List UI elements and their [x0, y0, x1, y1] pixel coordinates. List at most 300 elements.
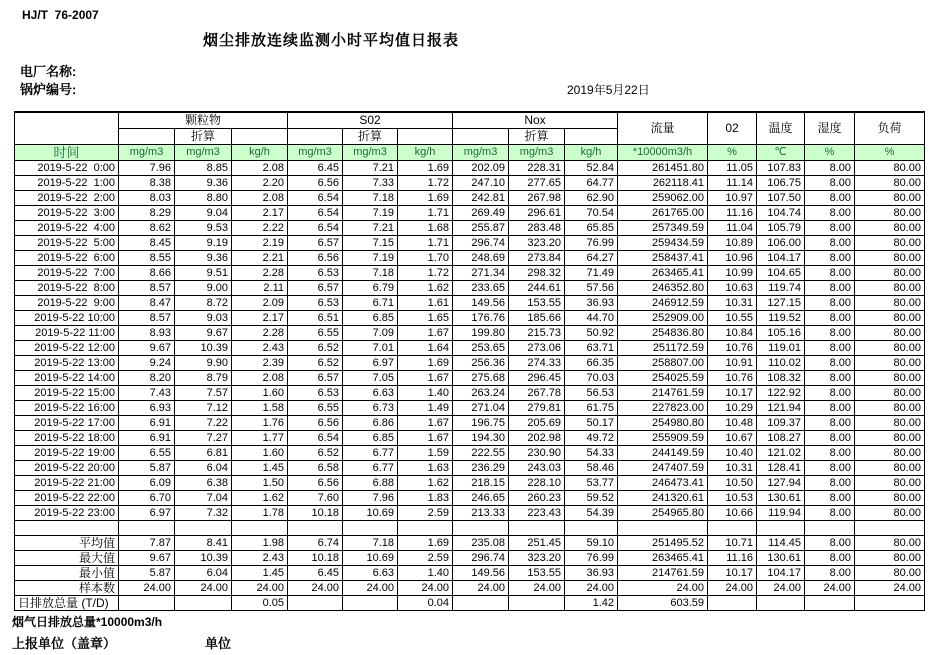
- value-cell: 0.04: [398, 596, 453, 611]
- value-cell: 8.00: [805, 251, 855, 266]
- value-cell: 10.18: [288, 506, 343, 521]
- value-cell: 80.00: [855, 506, 925, 521]
- time-cell: 2019-5-22 11:00: [15, 326, 119, 341]
- value-cell: 246352.80: [618, 281, 708, 296]
- value-cell: 2.08: [232, 371, 288, 386]
- value-cell: 80.00: [855, 236, 925, 251]
- value-cell: 205.69: [509, 416, 565, 431]
- value-cell: 6.55: [288, 401, 343, 416]
- value-cell: 7.01: [343, 341, 398, 356]
- value-cell: 2.28: [232, 326, 288, 341]
- value-cell: 1.71: [398, 206, 453, 221]
- value-cell: 258437.41: [618, 251, 708, 266]
- value-cell: 9.03: [175, 311, 232, 326]
- value-cell: 76.99: [565, 236, 618, 251]
- table-row: [15, 446, 925, 461]
- summary-row: [15, 596, 925, 611]
- value-cell: 8.00: [805, 386, 855, 401]
- value-cell: 10.71: [708, 536, 757, 551]
- table-row: [15, 266, 925, 281]
- value-cell: 267.98: [509, 191, 565, 206]
- value-cell: 251172.59: [618, 341, 708, 356]
- value-cell: 80.00: [855, 386, 925, 401]
- value-cell: 269.49: [453, 206, 509, 221]
- time-cell: 2019-5-22 12:00: [15, 341, 119, 356]
- value-cell: 7.60: [288, 491, 343, 506]
- value-cell: 8.00: [805, 191, 855, 206]
- value-cell: 247.10: [453, 176, 509, 191]
- value-cell: 10.39: [175, 551, 232, 566]
- time-cell: 2019-5-22 20:00: [15, 461, 119, 476]
- column-header: 流量: [618, 112, 708, 145]
- value-cell: 1.67: [398, 416, 453, 431]
- summary-label: 最小值: [15, 566, 119, 581]
- value-cell: 263465.41: [618, 551, 708, 566]
- value-cell: 52.84: [565, 161, 618, 176]
- table-row: [15, 236, 925, 251]
- value-cell: 1.67: [398, 326, 453, 341]
- value-cell: 153.55: [509, 566, 565, 581]
- table-row: [15, 251, 925, 266]
- value-cell: 80.00: [855, 191, 925, 206]
- value-cell: 8.00: [805, 401, 855, 416]
- value-cell: 261765.00: [618, 206, 708, 221]
- value-cell: 1.62: [398, 476, 453, 491]
- value-cell: 7.33: [343, 176, 398, 191]
- unit-header: %: [805, 145, 855, 161]
- value-cell: 296.45: [509, 371, 565, 386]
- value-cell: 10.76: [708, 341, 757, 356]
- value-cell: 6.97: [343, 356, 398, 371]
- value-cell: 127.15: [757, 296, 805, 311]
- time-cell: 2019-5-22 1:00: [15, 176, 119, 191]
- value-cell: 44.70: [565, 311, 618, 326]
- value-cell: 1.67: [398, 371, 453, 386]
- value-cell: 9.90: [175, 356, 232, 371]
- blank-cell: [453, 521, 509, 536]
- value-cell: 248.69: [453, 251, 509, 266]
- value-cell: 6.77: [343, 446, 398, 461]
- value-cell: 110.02: [757, 356, 805, 371]
- value-cell: [757, 596, 805, 611]
- value-cell: 1.42: [565, 596, 618, 611]
- sub-header-cell: [398, 129, 453, 145]
- value-cell: 1.77: [232, 431, 288, 446]
- table-row: [15, 326, 925, 341]
- value-cell: 1.69: [398, 161, 453, 176]
- value-cell: 6.63: [343, 566, 398, 581]
- value-cell: 1.67: [398, 431, 453, 446]
- value-cell: 176.76: [453, 311, 509, 326]
- value-cell: 2.20: [232, 176, 288, 191]
- summary-label: 样本数: [15, 581, 119, 596]
- table-row: [15, 416, 925, 431]
- value-cell: 1.40: [398, 386, 453, 401]
- time-header: 时间: [15, 145, 119, 161]
- value-cell: 2.39: [232, 356, 288, 371]
- value-cell: 8.55: [119, 251, 175, 266]
- value-cell: 9.24: [119, 356, 175, 371]
- value-cell: 1.83: [398, 491, 453, 506]
- time-cell: 2019-5-22 4:00: [15, 221, 119, 236]
- value-cell: 9.51: [175, 266, 232, 281]
- value-cell: 10.89: [708, 236, 757, 251]
- value-cell: 6.77: [343, 461, 398, 476]
- blank-cell: [757, 521, 805, 536]
- value-cell: 8.80: [175, 191, 232, 206]
- value-cell: 8.00: [805, 491, 855, 506]
- value-cell: 24.00: [398, 581, 453, 596]
- value-cell: 54.33: [565, 446, 618, 461]
- value-cell: 8.62: [119, 221, 175, 236]
- value-cell: 9.36: [175, 176, 232, 191]
- value-cell: 9.00: [175, 281, 232, 296]
- value-cell: 261451.80: [618, 161, 708, 176]
- value-cell: 7.04: [175, 491, 232, 506]
- value-cell: 80.00: [855, 221, 925, 236]
- value-cell: 114.45: [757, 536, 805, 551]
- value-cell: 254025.59: [618, 371, 708, 386]
- flue-gas-daily-total-note: 烟气日排放总量*10000m3/h: [12, 615, 163, 629]
- value-cell: 9.67: [119, 341, 175, 356]
- time-cell: 2019-5-22 5:00: [15, 236, 119, 251]
- value-cell: 8.03: [119, 191, 175, 206]
- value-cell: 10.63: [708, 281, 757, 296]
- value-cell: 24.00: [343, 581, 398, 596]
- value-cell: 8.41: [175, 536, 232, 551]
- blank-cell: [343, 521, 398, 536]
- value-cell: 6.54: [288, 221, 343, 236]
- summary-row: [15, 581, 925, 596]
- value-cell: 108.27: [757, 431, 805, 446]
- value-cell: 6.51: [288, 311, 343, 326]
- value-cell: 8.00: [805, 446, 855, 461]
- value-cell: 8.66: [119, 266, 175, 281]
- value-cell: 6.97: [119, 506, 175, 521]
- value-cell: 8.72: [175, 296, 232, 311]
- table-row: [15, 281, 925, 296]
- value-cell: 53.77: [565, 476, 618, 491]
- value-cell: 8.00: [805, 296, 855, 311]
- value-cell: 257349.59: [618, 221, 708, 236]
- value-cell: 279.81: [509, 401, 565, 416]
- value-cell: 65.85: [565, 221, 618, 236]
- value-cell: 6.54: [288, 431, 343, 446]
- value-cell: 7.27: [175, 431, 232, 446]
- value-cell: 10.55: [708, 311, 757, 326]
- value-cell: 274.33: [509, 356, 565, 371]
- value-cell: 263.24: [453, 386, 509, 401]
- value-cell: 277.65: [509, 176, 565, 191]
- value-cell: 223.43: [509, 506, 565, 521]
- value-cell: 70.03: [565, 371, 618, 386]
- value-cell: 76.99: [565, 551, 618, 566]
- value-cell: 1.63: [398, 461, 453, 476]
- value-cell: 119.94: [757, 506, 805, 521]
- value-cell: 64.27: [565, 251, 618, 266]
- unit-header: kg/h: [565, 145, 618, 161]
- value-cell: 2.08: [232, 161, 288, 176]
- value-cell: [805, 596, 855, 611]
- value-cell: 80.00: [855, 281, 925, 296]
- value-cell: 603.59: [618, 596, 708, 611]
- summary-row: [15, 551, 925, 566]
- value-cell: 6.73: [343, 401, 398, 416]
- value-cell: 213.33: [453, 506, 509, 521]
- table-row: [15, 161, 925, 176]
- group-header: 颗粒物: [119, 112, 288, 129]
- blank-cell: [119, 521, 175, 536]
- value-cell: 153.55: [509, 296, 565, 311]
- value-cell: 6.88: [343, 476, 398, 491]
- value-cell: 241320.61: [618, 491, 708, 506]
- value-cell: 271.34: [453, 266, 509, 281]
- blank-cell: [509, 521, 565, 536]
- value-cell: 105.79: [757, 221, 805, 236]
- value-cell: 7.21: [343, 221, 398, 236]
- value-cell: 58.46: [565, 461, 618, 476]
- value-cell: 80.00: [855, 416, 925, 431]
- value-cell: 255.87: [453, 221, 509, 236]
- value-cell: 6.85: [343, 431, 398, 446]
- value-cell: 71.49: [565, 266, 618, 281]
- value-cell: 202.98: [509, 431, 565, 446]
- time-cell: 2019-5-22 8:00: [15, 281, 119, 296]
- value-cell: 260.23: [509, 491, 565, 506]
- sub-header-cell: [565, 129, 618, 145]
- value-cell: 108.32: [757, 371, 805, 386]
- value-cell: 7.18: [343, 266, 398, 281]
- table-row: [15, 206, 925, 221]
- value-cell: 10.99: [708, 266, 757, 281]
- value-cell: 24.00: [288, 581, 343, 596]
- value-cell: 104.17: [757, 566, 805, 581]
- group-header: S02: [288, 112, 453, 129]
- value-cell: 215.73: [509, 326, 565, 341]
- value-cell: 80.00: [855, 296, 925, 311]
- value-cell: 235.08: [453, 536, 509, 551]
- value-cell: 8.79: [175, 371, 232, 386]
- value-cell: 1.62: [398, 281, 453, 296]
- value-cell: 127.94: [757, 476, 805, 491]
- value-cell: 6.57: [288, 281, 343, 296]
- value-cell: 7.15: [343, 236, 398, 251]
- value-cell: 24.00: [618, 581, 708, 596]
- value-cell: 243.03: [509, 461, 565, 476]
- table-row: [15, 311, 925, 326]
- table-row: [15, 191, 925, 206]
- value-cell: 296.74: [453, 551, 509, 566]
- value-cell: 222.55: [453, 446, 509, 461]
- value-cell: 149.56: [453, 296, 509, 311]
- value-cell: 246912.59: [618, 296, 708, 311]
- value-cell: 80.00: [855, 491, 925, 506]
- unit-header: mg/m3: [509, 145, 565, 161]
- value-cell: 8.00: [805, 236, 855, 251]
- time-cell: 2019-5-22 19:00: [15, 446, 119, 461]
- value-cell: 1.60: [232, 446, 288, 461]
- blank-row: [15, 521, 925, 536]
- value-cell: 121.02: [757, 446, 805, 461]
- value-cell: 36.93: [565, 296, 618, 311]
- time-cell: 2019-5-22 15:00: [15, 386, 119, 401]
- value-cell: 128.41: [757, 461, 805, 476]
- value-cell: 1.50: [232, 476, 288, 491]
- value-cell: 11.04: [708, 221, 757, 236]
- value-cell: 107.83: [757, 161, 805, 176]
- value-cell: 8.29: [119, 206, 175, 221]
- time-cell: 2019-5-22 17:00: [15, 416, 119, 431]
- value-cell: 1.62: [232, 491, 288, 506]
- value-cell: 9.04: [175, 206, 232, 221]
- value-cell: 8.45: [119, 236, 175, 251]
- value-cell: 6.56: [288, 416, 343, 431]
- value-cell: 1.45: [232, 566, 288, 581]
- value-cell: 0.05: [232, 596, 288, 611]
- value-cell: 1.71: [398, 236, 453, 251]
- value-cell: 185.66: [509, 311, 565, 326]
- value-cell: 7.12: [175, 401, 232, 416]
- value-cell: [708, 596, 757, 611]
- value-cell: 6.04: [175, 461, 232, 476]
- value-cell: 10.69: [343, 506, 398, 521]
- value-cell: 6.91: [119, 416, 175, 431]
- value-cell: 1.64: [398, 341, 453, 356]
- value-cell: 199.80: [453, 326, 509, 341]
- value-cell: 6.54: [288, 206, 343, 221]
- value-cell: 2.09: [232, 296, 288, 311]
- time-cell: 2019-5-22 21:00: [15, 476, 119, 491]
- unit-header: mg/m3: [453, 145, 509, 161]
- time-cell: 2019-5-22 3:00: [15, 206, 119, 221]
- value-cell: 80.00: [855, 566, 925, 581]
- blank-cell: [618, 521, 708, 536]
- value-cell: 50.17: [565, 416, 618, 431]
- value-cell: 10.66: [708, 506, 757, 521]
- time-cell: 2019-5-22 6:00: [15, 251, 119, 266]
- value-cell: 54.39: [565, 506, 618, 521]
- value-cell: 2.43: [232, 551, 288, 566]
- value-cell: 10.53: [708, 491, 757, 506]
- value-cell: 24.00: [565, 581, 618, 596]
- value-cell: 2.17: [232, 311, 288, 326]
- value-cell: 106.75: [757, 176, 805, 191]
- value-cell: 70.54: [565, 206, 618, 221]
- value-cell: 298.32: [509, 266, 565, 281]
- value-cell: 6.52: [288, 341, 343, 356]
- value-cell: 6.09: [119, 476, 175, 491]
- value-cell: 24.00: [119, 581, 175, 596]
- value-cell: 10.17: [708, 386, 757, 401]
- value-cell: 64.77: [565, 176, 618, 191]
- value-cell: 2.43: [232, 341, 288, 356]
- value-cell: 8.00: [805, 311, 855, 326]
- time-cell: 2019-5-22 18:00: [15, 431, 119, 446]
- value-cell: 6.53: [288, 266, 343, 281]
- unit-header: *10000m3/h: [618, 145, 708, 161]
- value-cell: 6.56: [288, 476, 343, 491]
- time-cell: 2019-5-22 14:00: [15, 371, 119, 386]
- value-cell: 259062.00: [618, 191, 708, 206]
- value-cell: 80.00: [855, 266, 925, 281]
- converted-header: 折算: [509, 129, 565, 145]
- value-cell: 59.52: [565, 491, 618, 506]
- value-cell: 7.87: [119, 536, 175, 551]
- value-cell: 149.56: [453, 566, 509, 581]
- table-row: [15, 506, 925, 521]
- value-cell: 6.55: [288, 326, 343, 341]
- value-cell: 24.00: [805, 581, 855, 596]
- time-cell: 2019-5-22 7:00: [15, 266, 119, 281]
- table-row: [15, 341, 925, 356]
- value-cell: 214761.59: [618, 566, 708, 581]
- value-cell: 10.18: [288, 551, 343, 566]
- value-cell: 254965.80: [618, 506, 708, 521]
- value-cell: 24.00: [232, 581, 288, 596]
- time-cell: 2019-5-22 16:00: [15, 401, 119, 416]
- value-cell: 8.57: [119, 281, 175, 296]
- value-cell: 6.93: [119, 401, 175, 416]
- value-cell: 11.05: [708, 161, 757, 176]
- time-cell: 2019-5-22 10:00: [15, 311, 119, 326]
- corner-cell: [15, 112, 119, 145]
- value-cell: 80.00: [855, 536, 925, 551]
- value-cell: 218.15: [453, 476, 509, 491]
- value-cell: 1.70: [398, 251, 453, 266]
- value-cell: 1.59: [398, 446, 453, 461]
- value-cell: 8.00: [805, 266, 855, 281]
- value-cell: 8.00: [805, 476, 855, 491]
- value-cell: 8.38: [119, 176, 175, 191]
- value-cell: [855, 596, 925, 611]
- value-cell: 6.86: [343, 416, 398, 431]
- value-cell: 6.04: [175, 566, 232, 581]
- value-cell: 7.19: [343, 206, 398, 221]
- unit-label: 单位: [205, 636, 232, 651]
- value-cell: 8.47: [119, 296, 175, 311]
- value-cell: 1.69: [398, 536, 453, 551]
- value-cell: 202.09: [453, 161, 509, 176]
- value-cell: 9.67: [119, 551, 175, 566]
- value-cell: 6.57: [288, 236, 343, 251]
- value-cell: 256.36: [453, 356, 509, 371]
- value-cell: 5.87: [119, 461, 175, 476]
- value-cell: 6.57: [288, 371, 343, 386]
- value-cell: 1.60: [232, 386, 288, 401]
- reporting-unit-label: 上报单位（盖章）: [12, 636, 117, 651]
- value-cell: [453, 596, 509, 611]
- summary-label: 平均值: [15, 536, 119, 551]
- value-cell: 255909.59: [618, 431, 708, 446]
- value-cell: 273.84: [509, 251, 565, 266]
- value-cell: 251495.52: [618, 536, 708, 551]
- value-cell: 80.00: [855, 461, 925, 476]
- value-cell: 80.00: [855, 356, 925, 371]
- unit-header: kg/h: [398, 145, 453, 161]
- value-cell: 109.37: [757, 416, 805, 431]
- table-row: [15, 371, 925, 386]
- value-cell: 6.38: [175, 476, 232, 491]
- unit-header: %: [855, 145, 925, 161]
- value-cell: 80.00: [855, 446, 925, 461]
- blank-cell: [805, 521, 855, 536]
- column-header: 02: [708, 112, 757, 145]
- value-cell: 10.84: [708, 326, 757, 341]
- emission-table: [14, 111, 925, 611]
- unit-header: mg/m3: [343, 145, 398, 161]
- value-cell: [509, 596, 565, 611]
- value-cell: 56.53: [565, 386, 618, 401]
